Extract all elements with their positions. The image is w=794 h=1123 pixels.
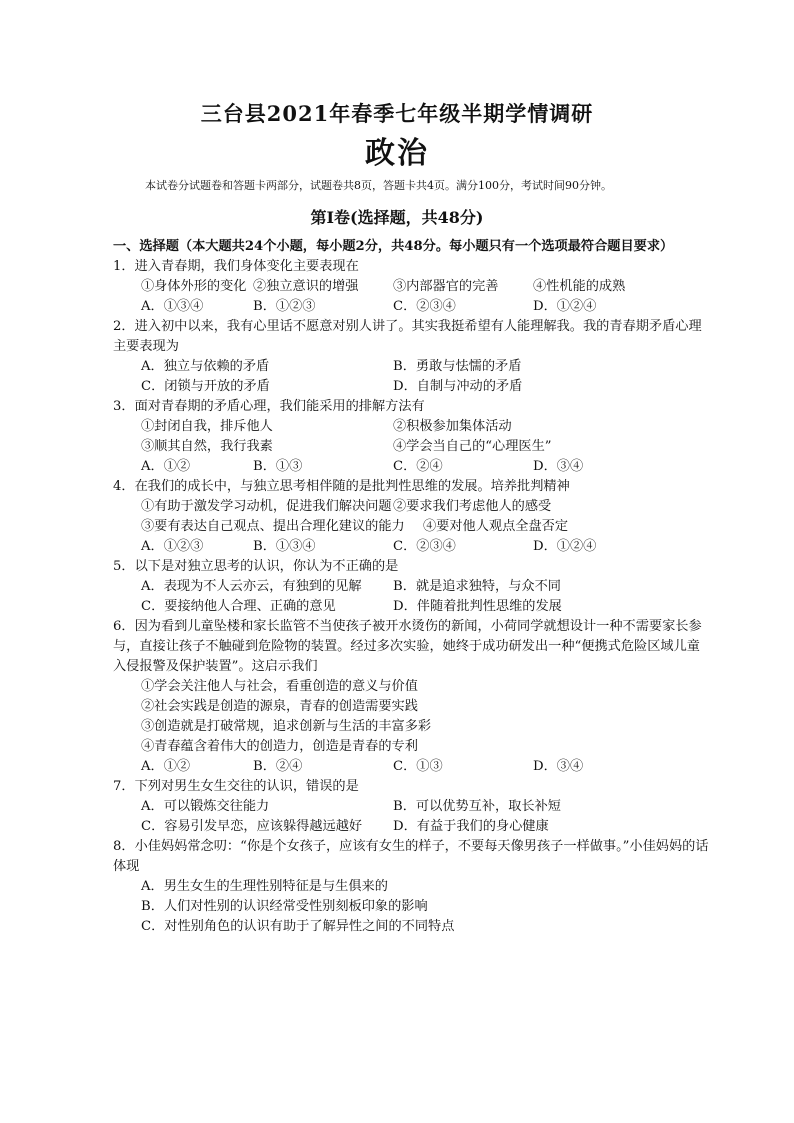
- question-stem: 4．在我们的成长中，与独立思考相伴随的是批判性思维的发展。培养批判精神: [113, 479, 570, 494]
- statement: ②社会实践是创造的源泉，青春的创造需要实践: [141, 699, 418, 714]
- choice-c: C．②③④: [393, 539, 456, 554]
- statement-row: [113, 517, 713, 537]
- choice-a: A．①②: [141, 759, 191, 774]
- choice-b: B．①③④: [253, 539, 316, 554]
- statement: ①有助于激发学习动机，促进我们解决问题: [141, 499, 392, 514]
- statement: ③要有表达自己观点、提出合理化建议的能力: [141, 519, 405, 534]
- statement: ②要求我们考虑他人的感受: [393, 499, 552, 514]
- part-heading: 第Ⅰ卷(选择题，共48分): [310, 208, 484, 227]
- section-heading: 一、选择题（本大题共24个小题，每小题2分，共48分。每小题只有一个选项最符合题目要求）: [113, 239, 674, 254]
- choice-d: D．①②④: [533, 299, 597, 314]
- statement-row: [113, 497, 713, 517]
- choice-row: [113, 797, 713, 817]
- choice-d: D．伴随着批判性思维的发展: [393, 599, 562, 614]
- choice-c: C．②③④: [393, 299, 456, 314]
- question-list: [113, 237, 713, 937]
- choice-row: [113, 377, 713, 397]
- choice-b: B．勇敢与怯懦的矛盾: [393, 359, 522, 374]
- choice-a: A．①②: [141, 459, 191, 474]
- question-stem: 3．面对青春期的矛盾心理，我们能采用的排解方法有: [113, 399, 425, 414]
- statement: ③顺其自然，我行我素: [141, 439, 273, 454]
- choice-c: C．闭锁与开放的矛盾: [141, 379, 270, 394]
- choice-b: B．②④: [253, 759, 303, 774]
- choice-d: D．③④: [533, 459, 584, 474]
- choice-d: D．自制与冲动的矛盾: [393, 379, 523, 394]
- statement-row: [113, 437, 713, 457]
- choice-b: B．①③: [253, 459, 303, 474]
- choice-a: A．男生女生的生理性别特征是与生俱来的: [141, 879, 388, 894]
- statement: ④性机能的成熟: [533, 279, 626, 294]
- choice-a: A．表现为不人云亦云，有独到的见解: [141, 579, 362, 594]
- statement: ④学会当自己的“心理医生”: [393, 439, 552, 454]
- question-stem: 8．小佳妈妈常念叨：“你是个女孩子，应该有女生的样子，不要每天像男孩子一样做事。”小佳妈妈的话体现: [113, 839, 709, 874]
- choice-c: C．要接纳他人合理、正确的意见: [141, 599, 336, 614]
- subject-title: 政治: [365, 136, 429, 171]
- question-stem: 7．下列对男生女生交往的认识，错误的是: [113, 779, 359, 794]
- question-stem: 5．以下是对独立思考的认识，你认为不正确的是: [113, 559, 399, 574]
- choice-d: D．①②④: [533, 539, 597, 554]
- choice-b: B．可以优势互补，取长补短: [393, 799, 561, 814]
- choice-row: [113, 457, 713, 477]
- choice-a: A．独立与依赖的矛盾: [141, 359, 270, 374]
- choice-a: A．①③④: [141, 299, 204, 314]
- choice-row: [113, 597, 713, 617]
- statement: ①封闭自我，排斥他人: [141, 419, 273, 434]
- statement: ①学会关注他人与社会，看重创造的意义与价值: [141, 679, 418, 694]
- choice-row: [113, 757, 713, 777]
- choice-a: A．①②③: [141, 539, 204, 554]
- choice-b: B．人们对性别的认识经常受性别刻板印象的影响: [141, 899, 428, 914]
- exam-instructions: 本试卷分试题卷和答题卡两部分，试题卷共8页，答题卡共4页。满分100分，考试时间90分钟。: [145, 179, 612, 192]
- choice-a: A．可以锻炼交往能力: [141, 799, 270, 814]
- question-stem: 2．进入初中以来，我有心里话不愿意对别人讲了。其实我挺希望有人能理解我。我的青春期矛盾心理主要表现为: [113, 319, 702, 354]
- choice-d: D．③④: [533, 759, 584, 774]
- statement-row: [113, 277, 713, 297]
- statement: ①身体外形的变化: [141, 279, 247, 294]
- question-stem: 1．进入青春期，我们身体变化主要表现在: [113, 259, 359, 274]
- choice-c: C．①③: [393, 759, 443, 774]
- exam-title: 三台县2021年春季七年级半期学情调研: [200, 101, 594, 126]
- choice-c: C．②④: [393, 459, 443, 474]
- statement: ④青春蕴含着伟大的创造力，创造是青春的专利: [141, 739, 418, 754]
- statement: ②积极参加集体活动: [393, 419, 512, 434]
- statement: ④要对他人观点全盘否定: [423, 519, 569, 534]
- choice-b: B．就是追求独特，与众不同: [393, 579, 561, 594]
- question-stem: 6．因为看到儿童坠楼和家长监管不当使孩子被开水烫伤的新闻，小荷同学就想设计一种不需要家长参与，直接让孩子不触碰到危险物的装置。经过多次实验，她终于成功研发出一种“便携式危险区域儿童入侵报警及保护装置”。这启示我们: [113, 619, 702, 674]
- choice-row: [113, 357, 713, 377]
- choice-b: B．①②③: [253, 299, 316, 314]
- choice-row: [113, 297, 713, 317]
- choice-row: [113, 577, 713, 597]
- choice-row: [113, 817, 713, 837]
- statement: ②独立意识的增强: [253, 279, 359, 294]
- choice-row: [113, 537, 713, 557]
- choice-c: C．容易引发早恋，应该躲得越远越好: [141, 819, 363, 834]
- statement: ③内部器官的完善: [393, 279, 499, 294]
- statement-row: [113, 417, 713, 437]
- statement: ③创造就是打破常规，追求创新与生活的丰富多彩: [141, 719, 432, 734]
- choice-d: D．有益于我们的身心健康: [393, 819, 549, 834]
- choice-c: C．对性别角色的认识有助于了解异性之间的不同特点: [141, 919, 455, 934]
